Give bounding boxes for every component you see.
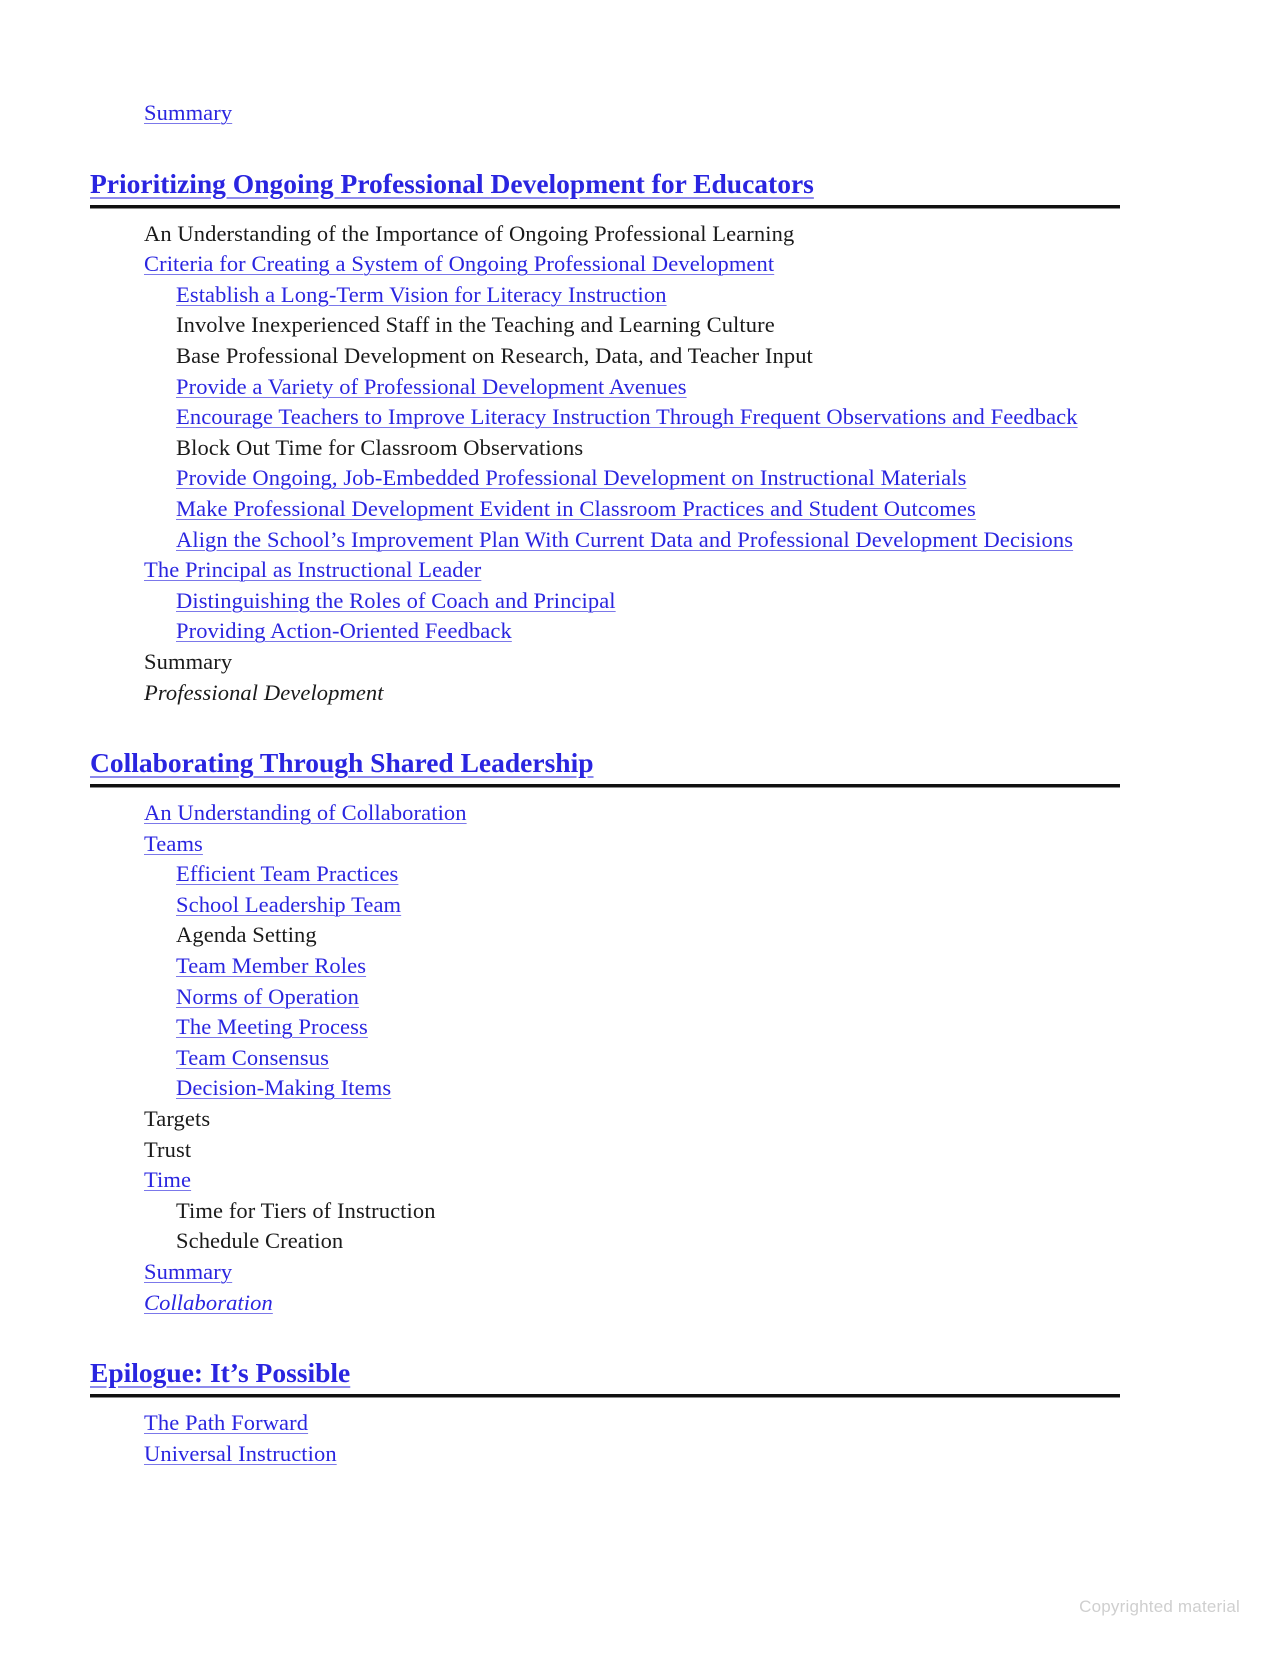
toc-entry-label: Provide a Variety of Professional Development Avenues [176,373,687,399]
section-divider [90,205,1120,209]
section-spacer [90,1318,1120,1356]
toc-section [90,746,1120,1318]
toc-entry-label: An Understanding of the Importance of Ongoing Professional Learning [144,220,795,246]
toc-text-entry [90,647,1120,678]
toc-link-entry[interactable] [90,1408,1120,1439]
section-list [90,129,1120,1470]
toc-entry-label: Base Professional Development on Research, Data, and Teacher Input [176,342,813,368]
toc-entry-label: Providing Action-Oriented Feedback [176,618,512,644]
top-entry-list [90,98,1120,129]
toc-entry-label: Trust [144,1136,192,1162]
toc-entry-label: Block Out Time for Classroom Observations [176,434,584,460]
toc-link-entry[interactable] [90,494,1120,525]
toc-entry-label: Norms of Operation [176,983,360,1009]
toc-link-entry[interactable] [90,1012,1120,1043]
toc-link-entry[interactable] [90,1439,1120,1470]
toc-entry-label: Involve Inexperienced Staff in the Teaching and Learning Culture [176,312,775,338]
section-divider [90,1394,1120,1398]
toc-text-entry [90,219,1120,250]
toc-entry-label: Summary [144,648,233,674]
toc-link-entry[interactable] [90,1073,1120,1104]
toc-link-entry[interactable] [90,951,1120,982]
section-heading-link[interactable]: Epilogue: It’s Possible [90,1357,351,1389]
toc-link-entry[interactable] [90,402,1120,433]
toc-entry-label: Professional Development [144,679,384,705]
toc-entry-label: Teams [144,830,203,856]
toc-entry-label: The Path Forward [144,1410,309,1436]
toc-entry-label: Summary [144,100,233,125]
section-spacer [90,708,1120,746]
section-heading-row [90,167,1120,201]
toc-link-entry[interactable] [90,890,1120,921]
toc-link-entry[interactable] [90,1288,1120,1319]
toc-content [90,98,1120,1469]
section-heading-row [90,746,1120,780]
toc-link-entry[interactable] [90,1165,1120,1196]
toc-entry-label: School Leadership Team [176,891,402,917]
section-heading-link[interactable]: Collaborating Through Shared Leadership [90,747,594,779]
toc-entry-label: Agenda Setting [176,922,317,948]
toc-link-entry[interactable] [90,586,1120,617]
toc-entry-label: Summary [144,1259,233,1284]
toc-link-entry[interactable] [90,1257,1120,1288]
toc-entry-label: Align the School’s Improvement Plan With Current Data and Professional Development Decisions [176,526,1074,552]
copyright-note: Copyrighted material [1079,1597,1240,1616]
section-heading-link[interactable]: Prioritizing Ongoing Professional Development for Educators [90,167,814,199]
toc-link-entry[interactable] [90,525,1120,556]
toc-entry-label: Collaboration [144,1289,273,1315]
toc-entry-label: Provide Ongoing, Job-Embedded Professional Development on Instructional Materials [176,465,967,491]
toc-text-entry [90,1196,1120,1227]
page-footer [0,1597,1280,1617]
toc-entry-label: Team Member Roles [176,953,367,979]
toc-entry-label: Schedule Creation [176,1228,344,1254]
toc-text-entry [90,1104,1120,1135]
toc-link-entry[interactable] [90,829,1120,860]
toc-entry-label: Targets [144,1106,211,1132]
toc-text-entry [90,433,1120,464]
toc-section [90,1356,1120,1469]
section-spacer [90,129,1120,167]
toc-section [90,167,1120,709]
toc-entry-label: Universal Instruction [144,1440,337,1466]
toc-link-entry[interactable] [90,555,1120,586]
toc-link-entry[interactable] [90,98,1120,129]
toc-entry-label: Decision-Making Items [176,1075,392,1101]
toc-entry-label: Team Consensus [176,1044,329,1070]
toc-entry-label: Criteria for Creating a System of Ongoing Professional Development [144,251,775,277]
toc-link-entry[interactable] [90,982,1120,1013]
toc-link-entry[interactable] [90,1043,1120,1074]
toc-entry-label: Establish a Long-Term Vision for Literacy Instruction [176,281,667,307]
toc-text-entry [90,678,1120,709]
toc-link-entry[interactable] [90,798,1120,829]
toc-entry-label: Efficient Team Practices [176,861,399,887]
toc-text-entry [90,310,1120,341]
toc-entry-label: Make Professional Development Evident in Classroom Practices and Student Outcomes [176,495,976,521]
toc-link-entry[interactable] [90,372,1120,403]
toc-text-entry [90,920,1120,951]
toc-link-entry[interactable] [90,616,1120,647]
section-heading-row [90,1356,1120,1390]
toc-entry-label: Distinguishing the Roles of Coach and Principal [176,587,616,613]
toc-link-entry[interactable] [90,859,1120,890]
toc-text-entry [90,341,1120,372]
section-divider [90,784,1120,788]
toc-link-entry[interactable] [90,249,1120,280]
toc-link-entry[interactable] [90,463,1120,494]
toc-text-entry [90,1135,1120,1166]
toc-link-entry[interactable] [90,280,1120,311]
toc-entry-label: Encourage Teachers to Improve Literacy Instruction Through Frequent Observations and Feedback [176,404,1078,430]
toc-entry-label: Time [144,1167,192,1193]
toc-entry-label: The Principal as Instructional Leader [144,557,482,583]
toc-entry-label: An Understanding of Collaboration [144,800,467,826]
toc-text-entry [90,1226,1120,1257]
toc-entry-label: The Meeting Process [176,1014,368,1040]
toc-entry-label: Time for Tiers of Instruction [176,1197,436,1223]
